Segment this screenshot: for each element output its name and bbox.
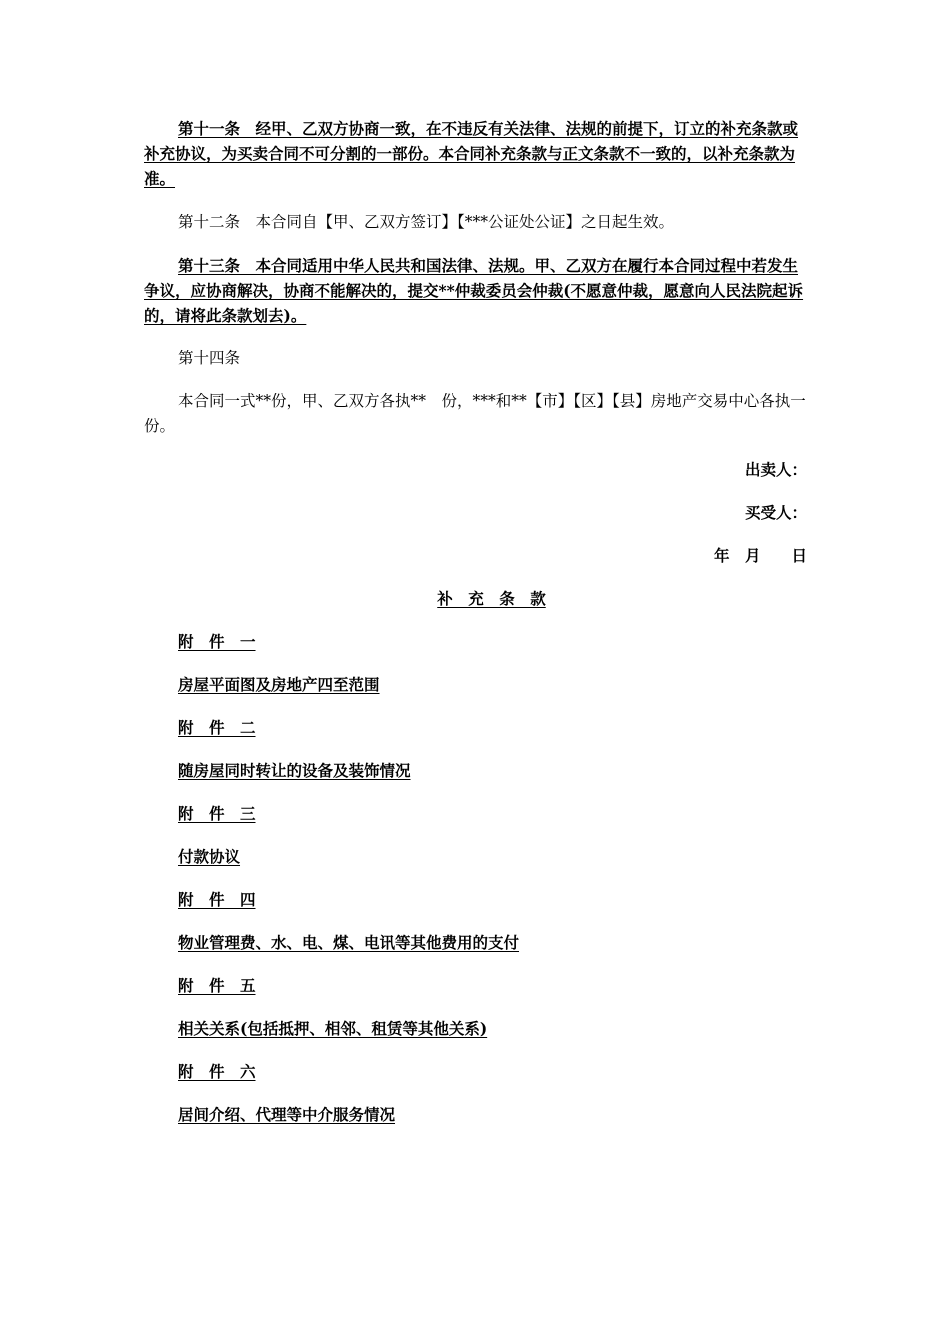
attachment-2-content: 随房屋同时转让的设备及装饰情况 [178, 761, 411, 780]
attachment-2-label: 附 件 二 [178, 718, 256, 737]
clause-12: 第十二条 本合同自【甲、乙双方签订】【***公证处公证】之日起生效。 [178, 213, 675, 231]
attachment-6-label: 附 件 六 [178, 1062, 256, 1081]
supplement-title-text: 补 充 条 款 [437, 589, 546, 608]
attachment-4-content: 物业管理费、水、电、煤、电讯等其他费用的支付 [178, 933, 520, 952]
clause-13: 第十三条 本合同适用中华人民共和国法律、法规。甲、乙双方在履行本合同过程中若发生争议，应协商解决，协商不能解决的，提交**仲裁委员会仲裁(不愿意仲裁，愿意向人民法院起诉的，请将此条款划去)。 [144, 256, 804, 325]
attachment-1-content: 房屋平面图及房地产四至范围 [178, 675, 380, 694]
attachment-5-label: 附 件 五 [178, 976, 256, 995]
seller-signature-label: 出卖人： [744, 460, 807, 479]
attachment-3-label: 附 件 三 [178, 804, 256, 823]
clause-11: 第十一条 经甲、乙双方协商一致，在不违反有关法律、法规的前提下，订立的补充条款或补充协议，为买卖合同不可分割的一部份。本合同补充条款与正文条款不一致的，以补充条款为准。 [144, 119, 799, 188]
attachment-5-content: 相关关系(包括抵押、相邻、租赁等其他关系) [178, 1019, 488, 1038]
supplement-title [0, 586, 950, 611]
attachment-4-label: 附 件 四 [178, 890, 256, 909]
buyer-signature-label: 买受人： [744, 503, 807, 522]
attachment-6-content: 居间介绍、代理等中介服务情况 [178, 1105, 396, 1124]
signing-date: 年 月 日 [713, 546, 807, 565]
attachment-3-content: 付款协议 [178, 847, 241, 866]
copies-clause: 本合同一式**份，甲、乙双方各执** 份，***和**【市】【区】【县】房地产交易中心各执一份。 [144, 392, 806, 435]
clause-14: 第十四条 [178, 349, 241, 367]
attachment-1-label: 附 件 一 [178, 632, 256, 651]
